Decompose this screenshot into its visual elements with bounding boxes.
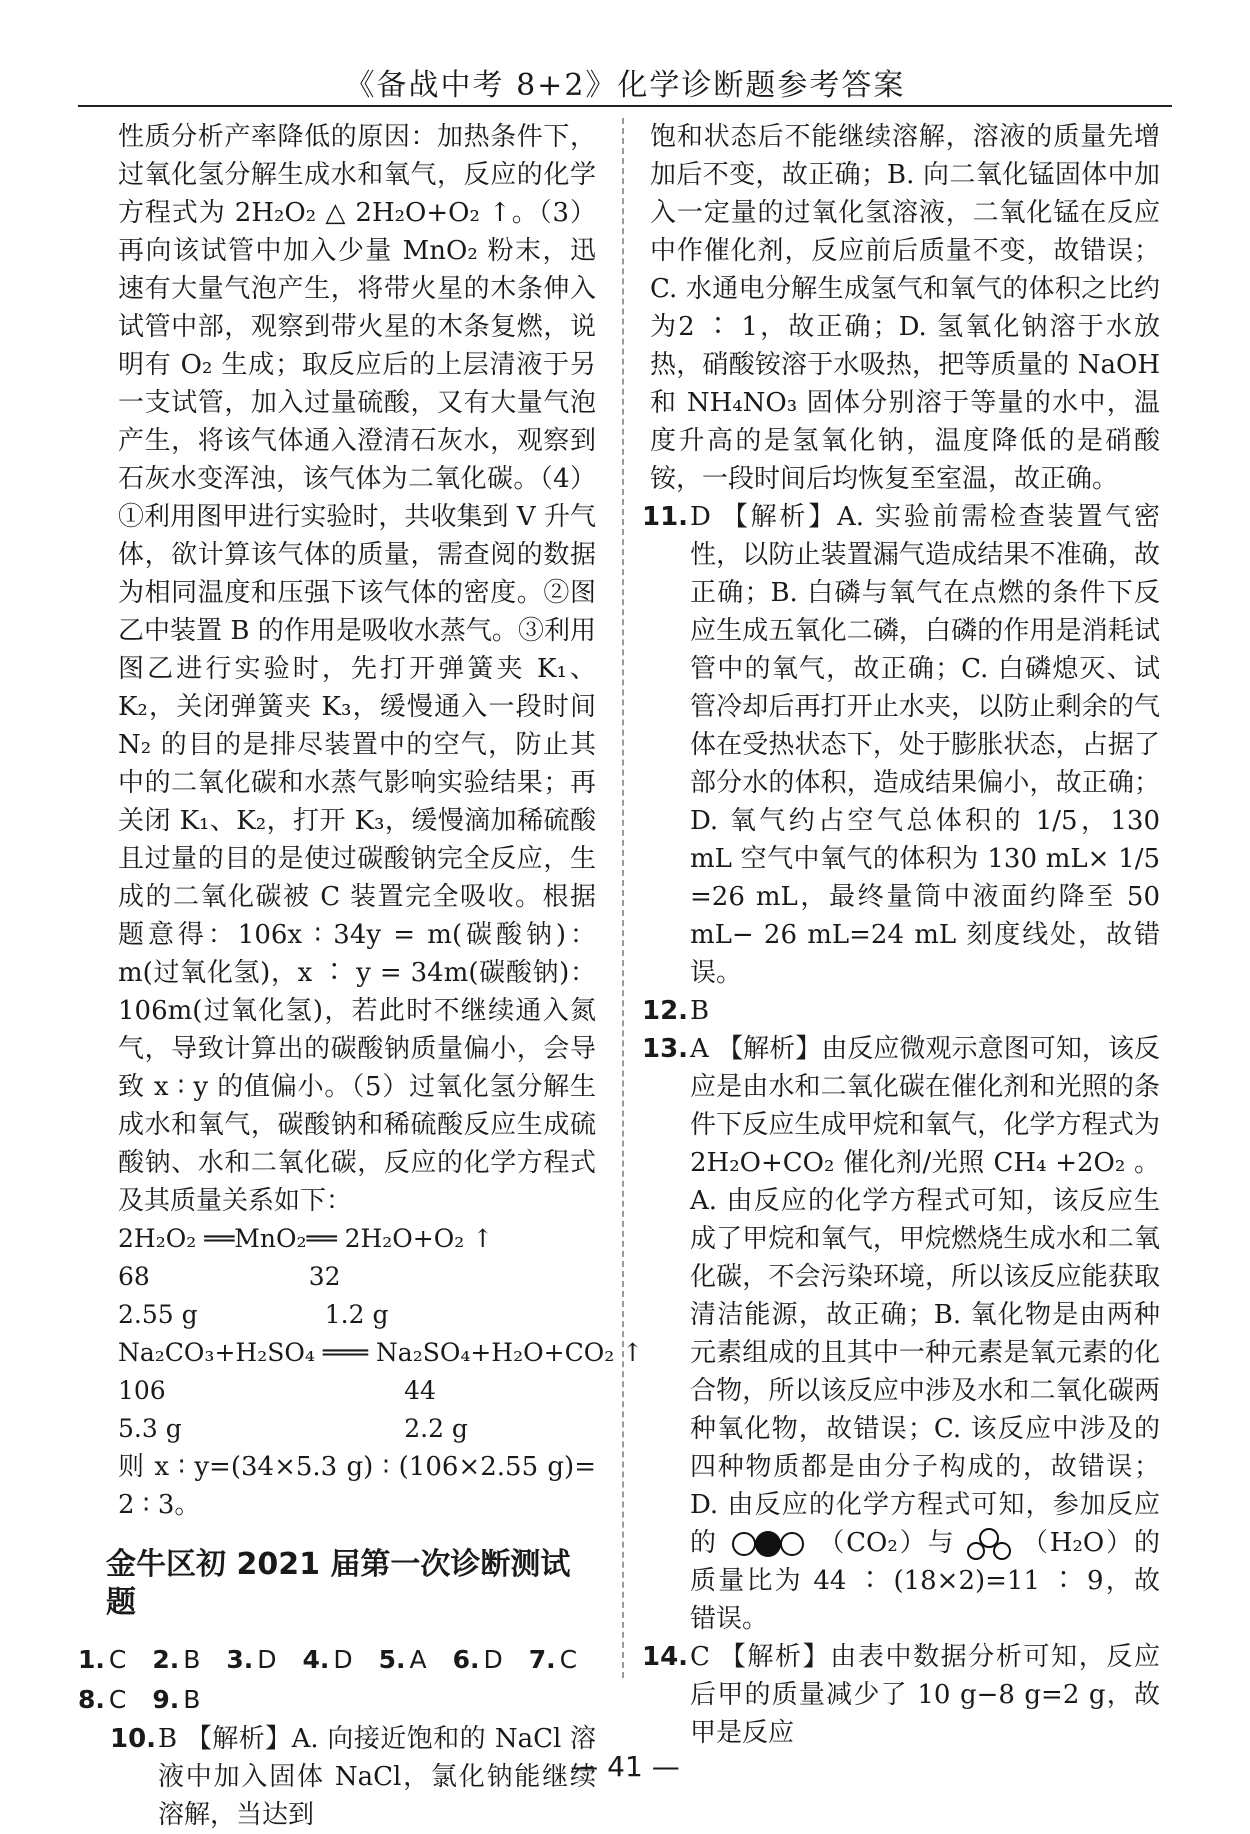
left-column: [78, 118, 644, 1834]
right-column: [642, 118, 1160, 1752]
question-text: B: [690, 996, 710, 1026]
equation-h2o2-mass-values: 2.55 g 1.2 g: [118, 1300, 389, 1329]
question-number: 12.: [642, 996, 689, 1026]
page-number: — 41 —: [570, 1750, 680, 1783]
question-10-continued: 饱和状态后不能继续溶解，溶液的质量先增加后不变，故正确；B. 向二氧化锰固体中加入一定量的过氧化氢溶液，二氧化锰在反应中作催化剂，反应前后质量不变，故错误；C. 水通电分解生成氢气和氧气的体积之比约为2 ∶ 1，故正确；D. 氢氧化钠溶于水放热，硝酸铵溶于水吸热，把等质量的 NaOH 和 NH₄NO₃ 固体分别溶于等量的水中，温度升高的是氢氧化钠，温度降低的是硝酸铵，一段时间后均恢复至室温，故正确。: [650, 122, 1160, 494]
header-rule: [78, 105, 1172, 107]
section-title: 金牛区初 2021 届第一次诊断测试题: [106, 1547, 571, 1620]
question-number: 10.: [110, 1724, 157, 1754]
equation-h2o2-mass: 68 32: [118, 1262, 341, 1291]
equation-na2co3: Na₂CO₃+H₂SO₄ ═══ Na₂SO₄+H₂O+CO₂ ↑: [118, 1338, 644, 1367]
question-12: [642, 992, 1160, 1030]
question-14: [642, 1638, 1160, 1752]
answer-number: 3.: [226, 1645, 254, 1674]
question-number: 11.: [642, 502, 689, 532]
question-text: A 【解析】由反应微观示意图可知，该反应是由水和二氧化碳在催化剂和光照的条件下反应生成甲烷和氧气，化学方程式为 2H₂O+CO₂ 催化剂/光照 CH₄ +2O₂ 。A. 由反应的化学方程式可知，该反应生成了甲烷和氧气，甲烷燃烧生成水和二氧化碳，不会污染环境，所以该反应能获取清洁能源，故正确；B. 氧化物是由两种元素组成的且其中一种元素是氧元素的化合物，所以该反应中涉及水和二氧化碳两种氧化物，故错误；C. 该反应中涉及的四种物质都是由分子构成的，故错误；D. 由反应的化学方程式可知，参加反应的: [690, 1034, 1160, 1558]
answer-value: B: [183, 1645, 201, 1674]
question-text-continued: （H₂O）的质量比为 44 ∶ (18×2)=11 ∶ 9，故错误。: [690, 1528, 1160, 1634]
equation-h2o2: 2H₂O₂ ══MnO₂══ 2H₂O+O₂ ↑: [118, 1224, 494, 1253]
left-paragraph: 性质分析产率降低的原因：加热条件下，过氧化氢分解生成水和氧气，反应的化学方程式为 2H₂O₂ △ 2H₂O+O₂ ↑。（3）再向该试管中加入少量 MnO₂ 粉末，迅速有大量气泡产生，将带火星的木条伸入试管中部，观察到带火星的木条复燃，说明有 O₂ 生成；取反应后的上层清液于另一支试管，加入过量硫酸，又有大量气泡产生，将该气体通入澄清石灰水，观察到石灰水变浑浊，该气体为二氧化碳。（4）①利用图甲进行实验时，共收集到 V 升气体，欲计算该气体的质量，需查阅的数据为相同温度和压强下该气体的密度。②图乙中装置 B 的作用是吸收水蒸气。③利用图乙进行实验时，先打开弹簧夹 K₁、K₂，关闭弹簧夹 K₃，缓慢通入一段时间 N₂ 的目的是排尽装置中的空气，防止其中的二氧化碳和水蒸气影响实验结果；再关闭 K₁、K₂，打开 K₃，缓慢滴加稀硫酸且过量的目的是使过碳酸钠完全反应，生成的二氧化碳被 C 装置完全吸收。根据题意得：106x ∶ 34y = m(碳酸钠)：m(过氧化氢)，x ∶ y = 34m(碳酸钠)：106m(过氧化氢)，若此时不继续通入氮气，导致计算出的碳酸钠质量偏小，会导致 x ∶ y 的值偏小。（5）过氧化氢分解生成水和氧气，碳酸钠和稀硫酸反应生成硫酸钠、水和二氧化碳，反应的化学方程式及其质量关系如下：: [118, 122, 596, 1216]
co2-molecule-icon: [728, 1529, 808, 1559]
co2-label: （CO₂）与: [818, 1528, 956, 1558]
answer-value: C: [108, 1685, 127, 1714]
answer-value: C: [108, 1645, 127, 1674]
question-number: 13.: [642, 1034, 689, 1064]
question-text: C 【解析】由表中数据分析可知，反应后甲的质量减少了 10 g−8 g=2 g，故甲是反应: [690, 1642, 1160, 1748]
question-number: 14.: [642, 1642, 689, 1672]
answer-number: 5.: [378, 1645, 406, 1674]
answer-number: 1.: [78, 1645, 105, 1674]
answer-row-1: [78, 1640, 596, 1680]
answer-number: 7.: [528, 1645, 556, 1674]
h2o-molecule-icon: [966, 1527, 1012, 1561]
answer-number: 4.: [302, 1645, 330, 1674]
question-13: [642, 1030, 1160, 1638]
answer-value: A: [409, 1645, 427, 1674]
equation-na2co3-mass: 106 44: [118, 1376, 436, 1405]
answer-number: 8.: [78, 1685, 105, 1714]
answer-value: D: [257, 1645, 277, 1674]
answer-value: B: [183, 1685, 201, 1714]
equation-na2co3-mass-values: 5.3 g 2.2 g: [118, 1414, 468, 1443]
answer-number: 2.: [152, 1645, 180, 1674]
question-text: B 【解析】A. 向接近饱和的 NaCl 溶液中加入固体 NaCl，氯化钠能继续溶解，当达到: [158, 1724, 596, 1830]
answer-value: C: [559, 1645, 578, 1674]
answer-number: 6.: [452, 1645, 480, 1674]
ratio-result: 则 x ∶ y=(34×5.3 g) ∶ (106×2.55 g)= 2 ∶ 3。: [118, 1452, 596, 1520]
page-header: 《备战中考 8+2》化学诊断题参考答案: [344, 68, 906, 103]
question-text: D 【解析】A. 实验前需检查装置气密性，以防止装置漏气造成结果不准确，故正确；B. 白磷与氧气在点燃的条件下反应生成五氧化二磷，白磷的作用是消耗试管中的氧气，故正确；C. 白磷熄灭、试管冷却后再打开止水夹，以防止剩余的气体在受热状态下，处于膨胀状态，占据了部分水的体积，造成结果偏小，故正确；D. 氧气约占空气总体积的 1/5，130 mL 空气中氧气的体积为 130 mL× 1/5 =26 mL，最终量筒中液面约降至 50 mL− 26 mL=24 mL 刻度线处，故错误。: [690, 502, 1160, 988]
column-divider: [622, 118, 624, 1678]
answer-row-2: [78, 1680, 596, 1720]
question-11: [642, 498, 1160, 992]
answer-value: D: [483, 1645, 503, 1674]
answer-number: 9.: [152, 1685, 180, 1714]
answer-value: D: [333, 1645, 353, 1674]
